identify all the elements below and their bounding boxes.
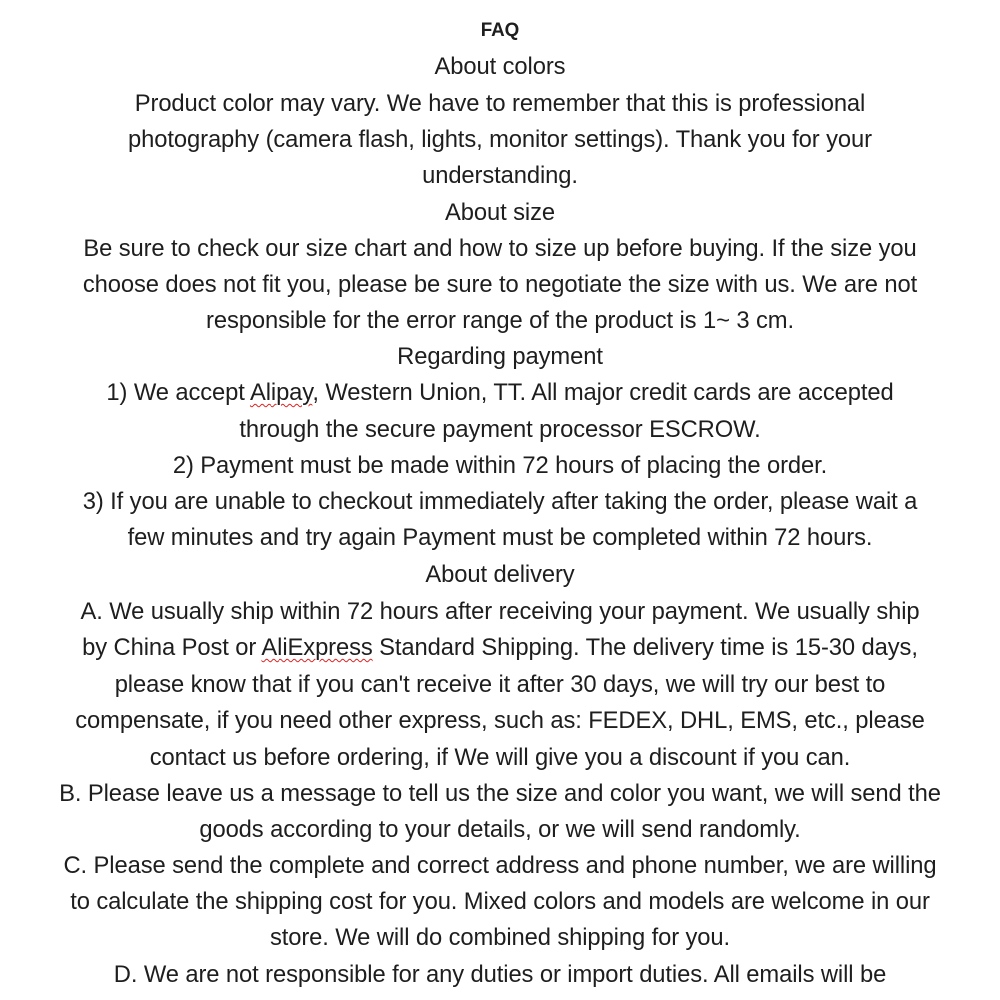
payment-heading: Regarding payment <box>397 343 603 370</box>
payment-line-1-end: , Western Union, TT. All major credit cards are accepted <box>312 379 894 406</box>
delivery-line-7: goods according to your details, or we will send randomly. <box>199 816 801 843</box>
payment-line-1-start: 1) We accept <box>106 379 250 406</box>
payment-line-5: few minutes and try again Payment must be completed within 72 hours. <box>127 524 873 551</box>
payment-line-2: through the secure payment processor ESCROW. <box>239 416 761 443</box>
about-size-heading: About size <box>445 199 555 226</box>
alipay-text: Alipay <box>249 379 313 406</box>
payment-line-4: 3) If you are unable to checkout immediately after taking the order, please wait a <box>82 488 918 515</box>
delivery-line-8: C. Please send the complete and correct address and phone number, we are willing <box>63 852 937 879</box>
about-colors-heading: About colors <box>434 53 566 80</box>
about-colors-line-3: understanding. <box>422 162 578 189</box>
aliexpress-text: AliExpress <box>261 634 373 661</box>
payment-line-3: 2) Payment must be made within 72 hours of placing the order. <box>172 452 828 479</box>
delivery-line-3: please know that if you can't receive it after 30 days, we will try our best to <box>114 671 886 698</box>
delivery-line-2-start: by China Post or <box>82 634 262 661</box>
delivery-line-5: contact us before ordering, if We will give you a discount if you can. <box>149 744 851 771</box>
faq-title: FAQ <box>480 20 520 41</box>
delivery-line-10: store. We will do combined shipping for you. <box>269 924 731 951</box>
about-colors-line-1: Product color may vary. We have to remember that this is professional <box>134 90 866 117</box>
delivery-line-1: A. We usually ship within 72 hours after receiving your payment. We usually ship <box>80 598 920 625</box>
payment-line-1 <box>5 378 995 408</box>
delivery-line-11: D. We are not responsible for any duties or import duties. All emails will be <box>113 961 887 988</box>
delivery-line-9: to calculate the shipping cost for you. Mixed colors and models are welcome in our <box>70 888 930 915</box>
delivery-line-4: compensate, if you need other express, such as: FEDEX, DHL, EMS, etc., please <box>75 707 925 734</box>
about-colors-line-2: photography (camera flash, lights, monitor settings). Thank you for your <box>128 126 872 153</box>
about-size-line-2: choose does not fit you, please be sure to negotiate the size with us. We are not <box>82 271 918 298</box>
delivery-line-2 <box>5 633 995 663</box>
about-size-line-1: Be sure to check our size chart and how to size up before buying. If the size you <box>83 235 917 262</box>
delivery-line-2-end: Standard Shipping. The delivery time is 15-30 days, <box>372 634 918 661</box>
delivery-line-6: B. Please leave us a message to tell us the size and color you want, we will send the <box>59 780 941 807</box>
delivery-heading: About delivery <box>425 561 575 588</box>
about-size-line-3: responsible for the error range of the product is 1~ 3 cm. <box>206 307 794 334</box>
